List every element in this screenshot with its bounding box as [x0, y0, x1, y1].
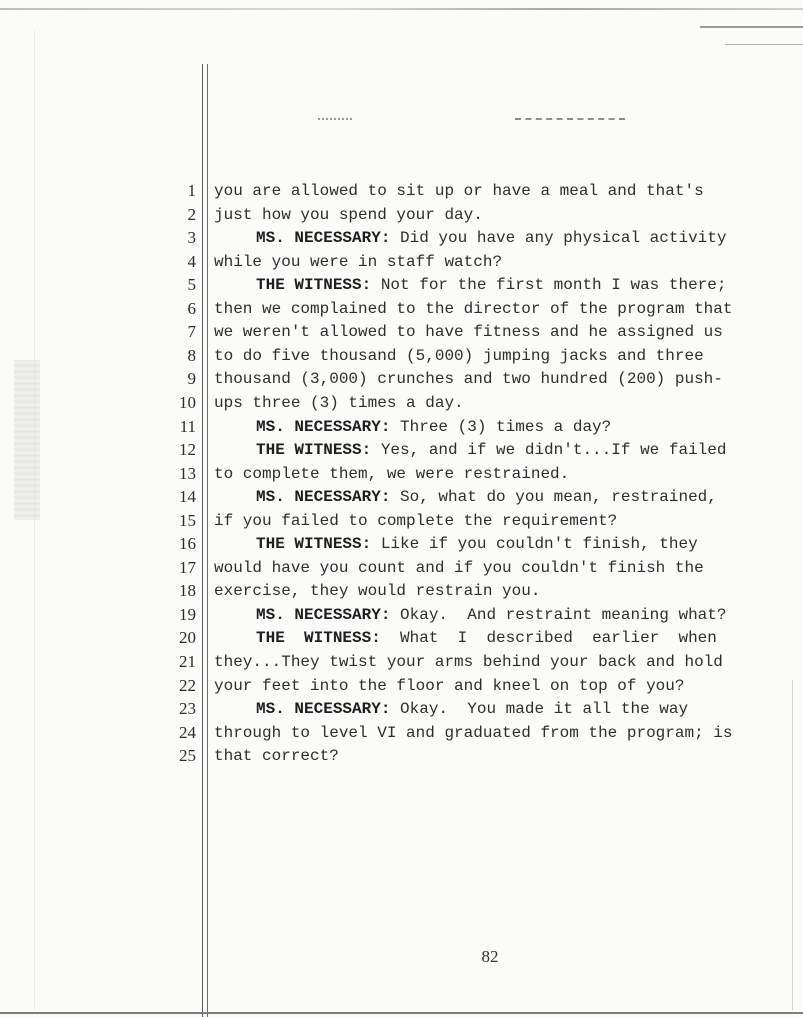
scan-dash-left: [318, 118, 352, 120]
transcript-line: [256, 227, 803, 249]
speaker-label: MS. NECESSARY:: [256, 229, 391, 247]
transcript-line: [214, 722, 794, 744]
speaker-label: MS. NECESSARY:: [256, 418, 391, 436]
page-number: 82: [481, 947, 499, 966]
transcript-line: [214, 580, 794, 602]
line-number: 12: [179, 440, 196, 459]
line-number: 23: [179, 699, 196, 718]
line-number: 7: [187, 322, 196, 341]
speaker-label: THE WITNESS:: [256, 629, 381, 647]
line-number: 21: [179, 652, 196, 671]
scan-left-edge-line: [34, 30, 35, 1010]
line-number: 11: [179, 417, 196, 436]
transcript-line: [256, 486, 803, 508]
line-text: would have you count and if you couldn't finish the: [214, 559, 704, 577]
line-number: 8: [187, 346, 196, 365]
line-text: What I described earlier when: [380, 629, 717, 647]
line-number: 18: [179, 581, 196, 600]
line-number: 10: [179, 393, 196, 412]
line-number: 9: [187, 369, 196, 388]
line-number: 13: [179, 464, 196, 483]
scan-top-rule: [0, 8, 803, 10]
line-text: if you failed to complete the requirement?: [214, 512, 618, 530]
line-number: 1: [187, 181, 196, 200]
line-number: 15: [179, 511, 196, 530]
scan-binding-smudge: [14, 360, 40, 520]
line-number: 5: [187, 275, 196, 294]
line-number: 16: [179, 534, 196, 553]
line-text: thousand (3,000) crunches and two hundred (200) push-: [214, 370, 723, 388]
line-text: Okay. And restraint meaning what?: [390, 606, 727, 624]
transcript-line: [214, 745, 794, 767]
transcript-line: [214, 180, 794, 202]
transcript-line: [214, 651, 794, 673]
speaker-label: THE WITNESS:: [256, 276, 372, 294]
line-text: ups three (3) times a day.: [214, 394, 464, 412]
transcript-line: [214, 392, 794, 414]
transcript-line: [214, 204, 794, 226]
speaker-label: MS. NECESSARY:: [256, 700, 391, 718]
transcript-line: [214, 557, 794, 579]
line-text: we weren't allowed to have fitness and he assigned us: [214, 323, 723, 341]
line-text: exercise, they would restrain you.: [214, 582, 541, 600]
line-number: 2: [187, 205, 196, 224]
transcript-line: [256, 274, 803, 296]
speaker-label: THE WITNESS:: [256, 535, 372, 553]
line-text: just how you spend your day.: [214, 206, 483, 224]
scan-top-rule-right: [700, 26, 803, 28]
line-text: Like if you couldn't finish, they: [371, 535, 698, 553]
line-text: Yes, and if we didn't...If we failed: [371, 441, 727, 459]
line-number: 20: [179, 628, 196, 647]
line-text: that correct?: [214, 747, 339, 765]
transcript-line: [256, 604, 803, 626]
transcript-line: [256, 698, 803, 720]
line-text: you are allowed to sit up or have a meal and that's: [214, 182, 704, 200]
scan-top-rule-right-lower: [725, 44, 803, 45]
line-number: 4: [187, 252, 196, 271]
line-text: to complete them, we were restrained.: [214, 465, 570, 483]
line-number: 14: [179, 487, 196, 506]
line-number: 24: [179, 723, 196, 742]
line-text: through to level VI and graduated from the program; is: [214, 724, 733, 742]
transcript-line: [214, 463, 794, 485]
transcript-line: [214, 675, 794, 697]
speaker-label: THE WITNESS:: [256, 441, 372, 459]
transcript-line: [214, 510, 794, 532]
transcript-line: [214, 368, 794, 390]
margin-rule-outer: [202, 64, 203, 1017]
speaker-label: MS. NECESSARY:: [256, 488, 391, 506]
line-number: 6: [187, 299, 196, 318]
transcript-line: [214, 298, 794, 320]
transcript-line: [256, 533, 803, 555]
transcript-line: [214, 345, 794, 367]
line-number: 19: [179, 605, 196, 624]
line-text: to do five thousand (5,000) jumping jacks and three: [214, 347, 704, 365]
line-text: Did you have any physical activity: [390, 229, 727, 247]
transcript-line: [214, 321, 794, 343]
line-text: then we complained to the director of the program that: [214, 300, 733, 318]
scan-bottom-rule: [0, 1012, 803, 1014]
line-text: Okay. You made it all the way: [390, 700, 689, 718]
line-text: your feet into the floor and kneel on top of you?: [214, 677, 685, 695]
line-text: So, what do you mean, restrained,: [390, 488, 717, 506]
line-text: Not for the first month I was there;: [371, 276, 727, 294]
transcript-line: [256, 416, 803, 438]
transcript-line: [256, 627, 803, 649]
line-number: 22: [179, 676, 196, 695]
line-text: while you were in staff watch?: [214, 253, 503, 271]
line-number: 3: [187, 228, 196, 247]
line-text: Three (3) times a day?: [390, 418, 612, 436]
line-number: 25: [179, 746, 196, 765]
transcript-line: [256, 439, 803, 461]
transcript-line: [214, 251, 794, 273]
scan-dash-right: [515, 118, 625, 120]
line-text: they...They twist your arms behind your back and hold: [214, 653, 723, 671]
speaker-label: MS. NECESSARY:: [256, 606, 391, 624]
line-number: 17: [179, 558, 196, 577]
margin-rule-inner: [207, 64, 208, 1017]
